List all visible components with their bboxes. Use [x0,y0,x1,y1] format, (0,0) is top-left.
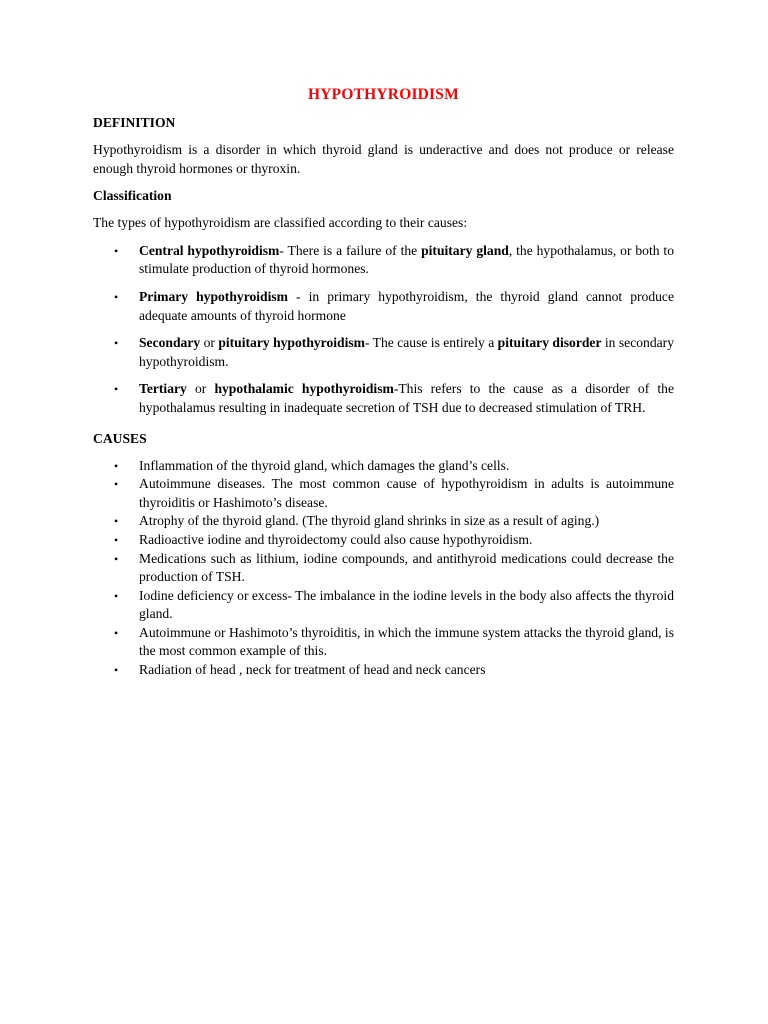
bullet-icon: • [114,532,119,547]
item-text: in secondary hypothyroidism. [139,335,674,369]
bullet-icon: • [114,477,119,492]
item-text: - The cause is entirely a [364,335,498,351]
item-text: Inflammation of the thyroid gland, which damages the gland’s cells. [139,457,510,473]
document-page [93,86,674,680]
term: pituitary disorder [497,335,602,351]
bullet-icon: • [114,551,119,566]
definition-text: Hypothyroidism is a disorder in which thyroid gland is underactive and does not produce or release enough thyroid hormones or thyroxin. [93,142,674,176]
classification-intro: The types of hypothyroidism are classified according to their causes: [93,215,468,231]
bullet-icon: • [114,289,119,304]
bullet-icon: • [114,243,119,258]
item-text: Iodine deficiency or excess- The imbalance in the iodine levels in the body also affects the thyroid gland. [139,587,674,622]
list-item [93,334,674,371]
item-text: Medications such as lithium, iodine compounds, and antithyroid medications could decrease the production of TSH. [139,550,674,585]
classification-list [93,242,674,418]
item-text: Radioactive iodine and thyroidectomy could also cause hypothyroidism. [139,531,533,547]
item-text: Radiation of head , neck for treatment of head and neck cancers [139,662,486,678]
item-text: - There is a failure of the [279,242,422,258]
term: Tertiary [139,381,187,397]
bullet-icon: • [114,514,119,529]
list-item [93,624,674,661]
term: Primary hypothyroidism [139,288,289,304]
list-item [93,242,674,279]
list-item [93,531,674,550]
item-text: Atrophy of the thyroid gland. (The thyroid gland shrinks in size as a result of aging.) [139,513,600,529]
list-item [93,475,674,512]
classification-heading: Classification [93,188,172,204]
causes-heading: CAUSES [93,430,147,446]
list-item [93,457,674,476]
term: pituitary hypothyroidism [218,335,365,351]
item-text: -This refers to the cause as a disorder of the hypothalamus resulting in inadequate secretion of TSH due to decreased stimulation of TRH. [139,381,674,415]
bullet-icon: • [114,458,119,473]
causes-list [93,457,674,680]
term: pituitary gland [421,242,509,258]
term: Secondary [139,335,201,351]
list-item [93,550,674,587]
document-title: HYPOTHYROIDISM [308,86,459,103]
term: Central hypothyroidism [139,242,280,258]
bullet-icon: • [114,382,119,397]
item-text: , the hypothalamus, or both to stimulate production of thyroid hormones. [139,242,675,277]
list-item [93,512,674,531]
item-text: Autoimmune or Hashimoto’s thyroiditis, in which the immune system attacks the thyroid gland, is the most common example of this. [139,624,674,659]
item-text: - in primary hypothyroidism, the thyroid gland cannot produce adequate amounts of thyroid hormone [139,288,675,323]
bullet-icon: • [114,336,119,351]
bullet-icon: • [114,663,119,678]
item-text: or [200,335,219,351]
term: hypothalamic hypothyroidism [214,381,394,397]
definition-heading: DEFINITION [93,115,176,130]
bullet-icon: • [114,625,119,640]
list-item [93,587,674,624]
list-item [93,288,674,325]
list-item [93,380,674,417]
item-text: Autoimmune diseases. The most common cause of hypothyroidism in adults is autoimmune thyroiditis or Hashimoto’s disease. [139,476,674,510]
item-text: or [186,381,215,397]
bullet-icon: • [114,588,119,603]
list-item [93,661,674,680]
